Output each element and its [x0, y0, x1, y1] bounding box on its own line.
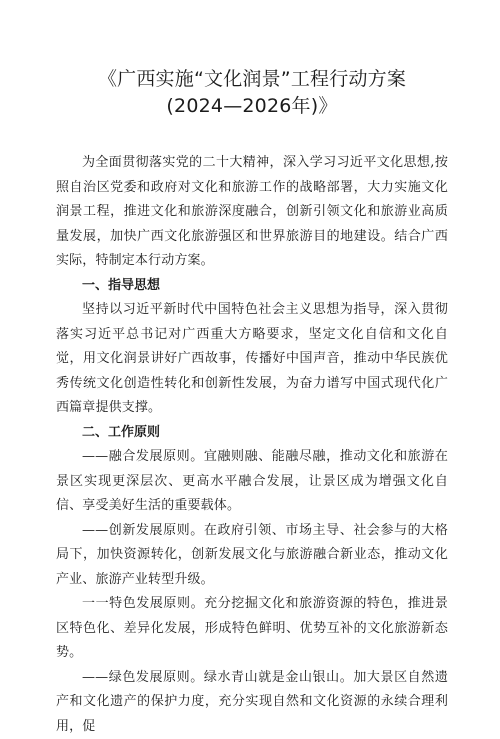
principle-green-paragraph: ——绿色发展原则。绿水青山就是金山银山。加大景区自然遗产和文化遗产的保护力度，充分实现自然和文化资源的永续合理利用，促: [56, 666, 448, 739]
title-line-1: 《广西实施“文化润景”工程行动方案: [56, 66, 448, 93]
document-title: [56, 66, 448, 120]
section-heading-work-principles: 二、工作原则: [56, 421, 448, 446]
section-heading-guiding-ideology: 一、指导思想: [56, 274, 448, 299]
guiding-ideology-paragraph: 坚持以习近平新时代中国特色社会主义思想为指导，深入贯彻落实习近平总书记对广西重大方略要求，坚定文化自信和文化自觉，用文化润景讲好广西故事，传播好中国声音，推动中华民族优秀传统文化创造性转化和创新性发展，为奋力谱写中国式现代化广西篇章提供支撑。: [56, 298, 448, 421]
principle-innovation-paragraph: ——创新发展原则。在政府引领、市场主导、社会参与的大格局下，加快资源转化，创新发展文化与旅游融合新业态，推动文化产业、旅游产业转型升级。: [56, 519, 448, 593]
principle-integration-paragraph: ——融合发展原则。宜融则融、能融尽融，推动文化和旅游在景区实现更深层次、更高水平融合发展，让景区成为增强文化自信、享受美好生活的重要载体。: [56, 445, 448, 519]
principle-characteristic-paragraph: 一一特色发展原则。充分挖掘文化和旅游资源的特色，推进景区特色化、差异化发展，形成特色鲜明、优势互补的文化旅游新态势。: [56, 592, 448, 666]
title-line-2: (2024—2026年)》: [56, 93, 448, 120]
intro-paragraph: 为全面贯彻落实党的二十大精神，深入学习习近平文化思想,按照自治区党委和政府对文化和旅游工作的战略部署，大力实施文化润景工程，推进文化和旅游深度融合，创新引领文化和旅游业高质量发展，加快广西文化旅游强区和世界旅游目的地建设。结合广西实际，特制定本行动方案。: [56, 151, 448, 274]
